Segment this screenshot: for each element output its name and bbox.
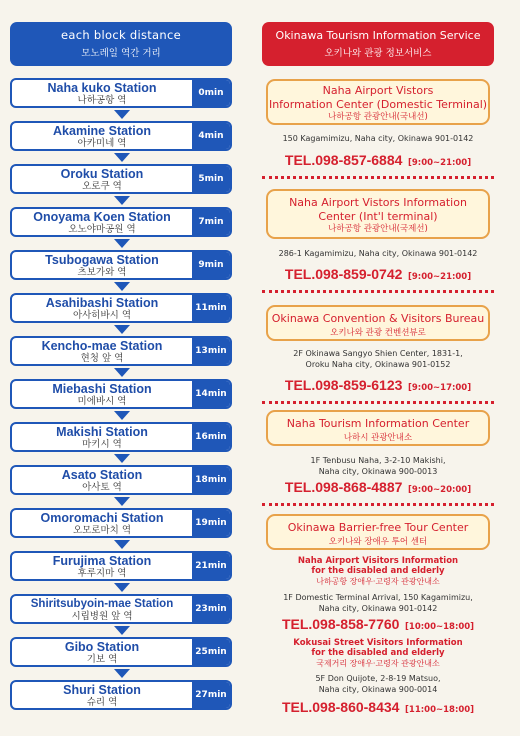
header-title: Okinawa Tourism Information Service [275,29,481,42]
center-name: Naha Airport Vistors Information [289,196,467,209]
center-phone [262,477,494,496]
station-name-ko: 현청 앞 역 [80,353,124,364]
down-arrow-icon [114,325,130,334]
center-phone [262,150,494,169]
center-name-line2: Information Center (Domestic Terminal) [268,98,488,111]
station-row [10,422,232,452]
info-center-box [266,79,490,125]
center-phone [262,697,494,716]
center-address-line2: Oroku Naha city, Okinawa 901-0152 [305,360,451,369]
sub-center-name: Kokusai Street Visitors Information [293,638,463,648]
center-name: Naha Airport Vistors [322,84,434,97]
center-address-line2: Naha city, Okinawa 900-0013 [318,467,438,476]
station-row [10,250,232,280]
tourism-info-header [262,22,494,66]
down-arrow-icon [114,110,130,119]
down-arrow-icon [114,153,130,162]
center-name: Naha Tourism Information Center [286,417,470,430]
station-name-ko: 아사토 역 [82,482,122,493]
station-name-ko: 아사히바시 역 [72,310,132,321]
station-name: Naha kuko Station [47,81,157,95]
station-time: 5min [192,166,230,192]
station-name-ko: 마키시 역 [82,439,122,450]
station-name-ko: 오모로마치 역 [72,525,132,536]
phone-number: TEL.098-859-0742 [284,266,403,282]
station-name-ko: 미에바시 역 [77,396,127,407]
header-title: each block distance [61,28,181,42]
station-name: Asahibashi Station [45,296,159,310]
phone-number: TEL.098-857-6884 [284,152,403,168]
center-name-line2: Center (Int'l terminal) [318,210,438,223]
station-row [10,680,232,710]
down-arrow-icon [114,583,130,592]
sub-center-name: Naha Airport Visitors Information [297,556,459,566]
station-name: Shuri Station [63,683,141,697]
opening-hours: [9:00~21:00] [408,158,472,168]
opening-hours: [9:00~21:00] [408,272,472,282]
down-arrow-icon [114,540,130,549]
station-time: 25min [192,639,230,665]
station-name: Makishi Station [56,425,148,439]
sub-center-title [262,556,494,587]
station-time: 18min [192,467,230,493]
sub-center-name-line2: for the disabled and elderly [311,648,445,658]
info-center-box [266,410,490,446]
station-name: Oroku Station [60,167,144,181]
center-name-ko: 나하공항 관광안내(국제선) [328,224,428,234]
down-arrow-icon [114,368,130,377]
opening-hours: [9:00~17:00] [408,383,472,393]
station-time: 7min [192,209,230,235]
phone-number: TEL.098-860-8434 [281,699,400,715]
station-time: 16min [192,424,230,450]
center-address: 5F Don Quijote, 2-8-19 Matsuo, [315,674,441,683]
center-address: 150 Kagamimizu, Naha city, Okinawa 901-0142 [282,134,474,143]
station-row [10,379,232,409]
station-row [10,594,232,624]
station-name-ko: 기보 역 [86,654,118,665]
station-name: Kencho-mae Station [41,339,163,353]
station-row [10,508,232,538]
station-time: 14min [192,381,230,407]
station-row [10,465,232,495]
sub-center-name-line2: for the disabled and elderly [311,566,445,576]
station-time: 19min [192,510,230,536]
station-row [10,551,232,581]
header-title-ko: 오키나와 관광 정보서비스 [324,48,432,59]
center-address: 286-1 Kagamimizu, Naha city, Okinawa 901-0142 [278,249,478,258]
center-name-ko: 나하공항 관광안내(국내선) [328,112,428,122]
station-time: 27min [192,682,230,708]
center-address: 1F Domestic Terminal Arrival, 150 Kagamimizu, [283,593,473,602]
station-time: 13min [192,338,230,364]
center-address-line2: Naha city, Okinawa 901-0142 [318,604,438,613]
center-name: Okinawa Barrier-free Tour Center [287,521,469,534]
station-time: 4min [192,123,230,149]
opening-hours: [9:00~20:00] [408,485,472,495]
opening-hours: [10:00~18:00] [405,622,475,632]
station-row [10,78,232,108]
station-name-ko: 나하공항 역 [77,95,127,106]
center-phone [262,614,494,633]
sub-center-name-ko: 국제거리 장애우·고령자 관광안내소 [316,659,440,668]
station-name-ko: 시립병원 앞 역 [71,611,133,622]
station-name: Omoromachi Station [40,511,164,525]
station-name: Asato Station [61,468,143,482]
station-row [10,637,232,667]
center-phone [262,375,494,394]
station-row [10,121,232,151]
down-arrow-icon [114,454,130,463]
station-time: 23min [192,596,230,622]
station-name-ko: 후루지마 역 [77,568,127,579]
station-name-ko: 슈리 역 [86,697,118,708]
info-center-box [266,514,490,550]
station-name-ko: 아카미네 역 [77,138,127,149]
station-name-ko: 츠보가와 역 [77,267,127,278]
center-address-line2: Naha city, Okinawa 900-0014 [318,685,438,694]
station-name: Miebashi Station [52,382,152,396]
station-name: Gibo Station [64,640,140,654]
station-row [10,164,232,194]
block-distance-header [10,22,232,66]
station-row [10,336,232,366]
station-name-ko: 오로쿠 역 [82,181,122,192]
dotted-divider [262,401,494,404]
center-name: Okinawa Convention & Visitors Bureau [271,312,485,325]
down-arrow-icon [114,239,130,248]
info-center-box [266,189,490,239]
dotted-divider [262,176,494,179]
down-arrow-icon [114,626,130,635]
station-time: 11min [192,295,230,321]
phone-number: TEL.098-858-7760 [281,616,400,632]
dotted-divider [262,290,494,293]
station-time: 9min [192,252,230,278]
station-name-ko: 오노야마공원 역 [68,224,136,235]
opening-hours: [11:00~18:00] [405,705,475,715]
station-name: Shiritsubyoin-mae Station [30,598,174,610]
station-time: 21min [192,553,230,579]
sub-center-title [262,638,494,669]
station-name: Akamine Station [53,124,151,138]
station-row [10,293,232,323]
phone-number: TEL.098-868-4887 [284,479,403,495]
sub-center-name-ko: 나하공항 장애우·고령자 관광안내소 [316,577,440,586]
dotted-divider [262,503,494,506]
station-name: Furujima Station [52,554,152,568]
center-address: 1F Tenbusu Naha, 3-2-10 Makishi, [310,456,446,465]
down-arrow-icon [114,282,130,291]
down-arrow-icon [114,196,130,205]
info-center-box [266,305,490,341]
down-arrow-icon [114,497,130,506]
center-address: 2F Okinawa Sangyo Shien Center, 1831-1, [293,349,463,358]
center-phone [262,264,494,283]
center-name-ko: 오키나와 관광 컨벤션뷰로 [330,328,426,338]
header-title-ko: 모노레일 역간 거리 [81,48,161,59]
station-time: 0min [192,80,230,106]
down-arrow-icon [114,669,130,678]
station-name: Onoyama Koen Station [33,210,171,224]
down-arrow-icon [114,411,130,420]
center-name-ko: 오키나와 장애우 투어 센터 [328,537,428,547]
station-name: Tsubogawa Station [45,253,159,267]
center-name-ko: 나하시 관광안내소 [343,433,413,443]
phone-number: TEL.098-859-6123 [284,377,403,393]
station-row [10,207,232,237]
